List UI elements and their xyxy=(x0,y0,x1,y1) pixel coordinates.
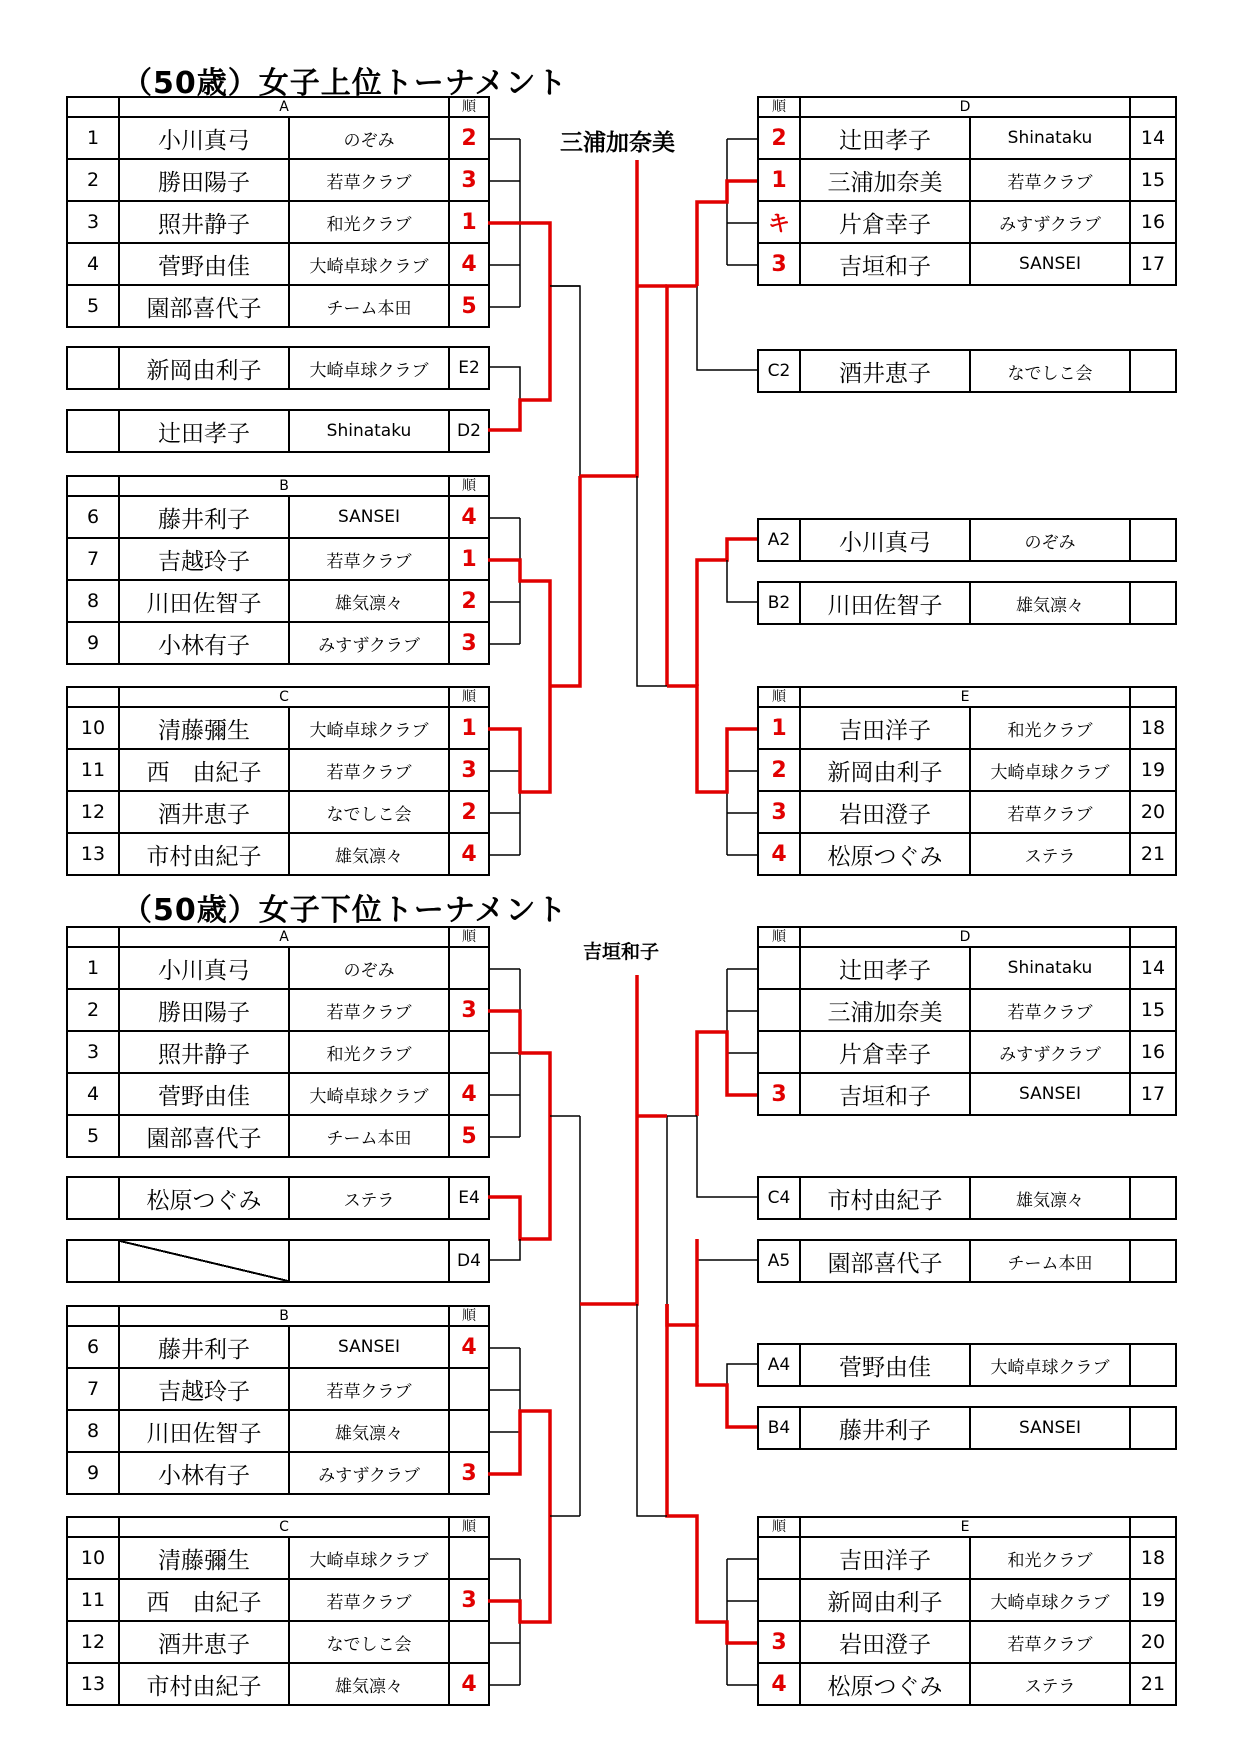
lower-pool-a: A 順 1 小川真弓 のぞみ 2 勝田陽子 若草クラブ 3 3 照井静子 和光クラブ 4 菅野由佳 大崎卓球クラブ 4 5 園部喜代子 チーム本田 5 xyxy=(66,926,490,1158)
lower-pool-c: C 順 10 清藤彌生 大崎卓球クラブ 11 西 由紀子 若草クラブ 3 12 酒井恵子 なでしこ会 13 市村由紀子 雄気凛々 4 xyxy=(66,1516,490,1706)
upper-entry-c2: C2 酒井恵子 なでしこ会 xyxy=(757,349,1177,393)
table-row: 7 吉越玲子 若草クラブ xyxy=(67,1368,489,1410)
upper-entry-a2: A2 小川真弓 のぞみ xyxy=(757,518,1177,562)
table-row: 2 勝田陽子 若草クラブ 3 xyxy=(67,989,489,1031)
upper-entry-d2: 辻田孝子 Shinataku D2 xyxy=(66,409,490,453)
table-row: 11 西 由紀子 若草クラブ 3 xyxy=(67,749,489,791)
table-row: 10 清藤彌生 大崎卓球クラブ xyxy=(67,1537,489,1579)
upper-pool-e: 順 E 1 吉田洋子 和光クラブ 18 2 新岡由利子 大崎卓球クラブ 19 3 岩田澄子 若草クラブ 20 4 松原つぐみ ステラ 21 xyxy=(757,686,1177,876)
table-row: 5 園部喜代子 チーム本田 5 xyxy=(67,1115,489,1157)
table-row: 1 小川真弓 のぞみ xyxy=(67,947,489,989)
table-row: 3 吉垣和子 SANSEI 17 xyxy=(758,243,1176,285)
pool-label: A xyxy=(119,97,449,117)
table-row: 3 岩田澄子 若草クラブ 20 xyxy=(758,1621,1176,1663)
upper-champion: 三浦加奈美 xyxy=(560,130,675,156)
lower-champion: 吉垣和子 xyxy=(583,941,660,963)
upper-entry-b2: B2 川田佐智子 雄気凛々 xyxy=(757,581,1177,625)
table-row: 2 新岡由利子 大崎卓球クラブ 19 xyxy=(758,749,1176,791)
table-row: 5 園部喜代子 チーム本田 5 xyxy=(67,285,489,327)
lower-entry-d4: D4 xyxy=(66,1239,490,1283)
table-row: 4 松原つぐみ ステラ 21 xyxy=(758,1663,1176,1705)
upper-pool-b: B 順 6 藤井利子 SANSEI 4 7 吉越玲子 若草クラブ 1 8 川田佐智子 雄気凛々 2 9 小林有子 みすずクラブ 3 xyxy=(66,475,490,665)
table-row: 片倉幸子 みすずクラブ 16 xyxy=(758,1031,1176,1073)
table-row: 1 三浦加奈美 若草クラブ 15 xyxy=(758,159,1176,201)
table-row: 9 小林有子 みすずクラブ 3 xyxy=(67,1452,489,1494)
lower-pool-d: 順 D 辻田孝子 Shinataku 14 三浦加奈美 若草クラブ 15 片倉幸子 みすずクラブ 16 3 吉垣和子 SANSEI 17 xyxy=(757,926,1177,1116)
table-row: 新岡由利子 大崎卓球クラブ 19 xyxy=(758,1579,1176,1621)
table-row: 10 清藤彌生 大崎卓球クラブ 1 xyxy=(67,707,489,749)
rank-header: 順 xyxy=(449,97,489,117)
table-row: キ 片倉幸子 みすずクラブ 16 xyxy=(758,201,1176,243)
lower-entry-a4: A4 菅野由佳 大崎卓球クラブ xyxy=(757,1343,1177,1387)
table-row: 7 吉越玲子 若草クラブ 1 xyxy=(67,538,489,580)
table-row: 3 吉垣和子 SANSEI 17 xyxy=(758,1073,1176,1115)
lower-entry-e4: 松原つぐみ ステラ E4 xyxy=(66,1176,490,1220)
upper-title: （50歳）女子上位トーナメント xyxy=(122,66,568,101)
table-row: 9 小林有子 みすずクラブ 3 xyxy=(67,622,489,664)
table-row: 13 市村由紀子 雄気凛々 4 xyxy=(67,1663,489,1705)
table-row: 2 勝田陽子 若草クラブ 3 xyxy=(67,159,489,201)
table-row: 8 川田佐智子 雄気凛々 xyxy=(67,1410,489,1452)
table-row: 3 岩田澄子 若草クラブ 20 xyxy=(758,791,1176,833)
table-row: 4 松原つぐみ ステラ 21 xyxy=(758,833,1176,875)
lower-entry-c4: C4 市村由紀子 雄気凛々 xyxy=(757,1176,1177,1220)
upper-left-bracket xyxy=(488,139,580,855)
lower-entry-b4: B4 藤井利子 SANSEI xyxy=(757,1406,1177,1450)
table-row: 12 酒井恵子 なでしこ会 2 xyxy=(67,791,489,833)
upper-pool-d: 順 D 2 辻田孝子 Shinataku 14 1 三浦加奈美 若草クラブ 15 キ 片倉幸子 みすずクラブ 16 3 吉垣和子 SANSEI 17 xyxy=(757,96,1177,286)
lower-right-bracket xyxy=(580,969,757,1685)
table-row: 3 照井静子 和光クラブ 1 xyxy=(67,201,489,243)
table-row: 1 吉田洋子 和光クラブ 18 xyxy=(758,707,1176,749)
table-row: 11 西 由紀子 若草クラブ 3 xyxy=(67,1579,489,1621)
table-row: 2 辻田孝子 Shinataku 14 xyxy=(758,117,1176,159)
lower-left-bracket xyxy=(488,969,580,1685)
upper-right-bracket xyxy=(580,139,757,855)
table-row: 12 酒井恵子 なでしこ会 xyxy=(67,1621,489,1663)
lower-pool-b: B 順 6 藤井利子 SANSEI 4 7 吉越玲子 若草クラブ 8 川田佐智子 雄気凛々 9 小林有子 みすずクラブ 3 xyxy=(66,1305,490,1495)
upper-entry-e2: 新岡由利子 大崎卓球クラブ E2 xyxy=(66,346,490,390)
upper-pool-c: C 順 10 清藤彌生 大崎卓球クラブ 1 11 西 由紀子 若草クラブ 3 12 酒井恵子 なでしこ会 2 13 市村由紀子 雄気凛々 4 xyxy=(66,686,490,876)
table-row: 三浦加奈美 若草クラブ 15 xyxy=(758,989,1176,1031)
table-row: 吉田洋子 和光クラブ 18 xyxy=(758,1537,1176,1579)
lower-title: （50歳）女子下位トーナメント xyxy=(122,893,568,928)
table-row: 辻田孝子 Shinataku 14 xyxy=(758,947,1176,989)
table-row: 1 小川真弓 のぞみ 2 xyxy=(67,117,489,159)
lower-pool-e: 順 E 吉田洋子 和光クラブ 18 新岡由利子 大崎卓球クラブ 19 3 岩田澄子 若草クラブ 20 4 松原つぐみ ステラ 21 xyxy=(757,1516,1177,1706)
table-row: 6 藤井利子 SANSEI 4 xyxy=(67,496,489,538)
table-row: 4 菅野由佳 大崎卓球クラブ 4 xyxy=(67,1073,489,1115)
lower-entry-a5: A5 園部喜代子 チーム本田 xyxy=(757,1239,1177,1283)
table-row: 6 藤井利子 SANSEI 4 xyxy=(67,1326,489,1368)
table-row: 8 川田佐智子 雄気凛々 2 xyxy=(67,580,489,622)
table-row: 3 照井静子 和光クラブ xyxy=(67,1031,489,1073)
table-row: 13 市村由紀子 雄気凛々 4 xyxy=(67,833,489,875)
table-row: 4 菅野由佳 大崎卓球クラブ 4 xyxy=(67,243,489,285)
